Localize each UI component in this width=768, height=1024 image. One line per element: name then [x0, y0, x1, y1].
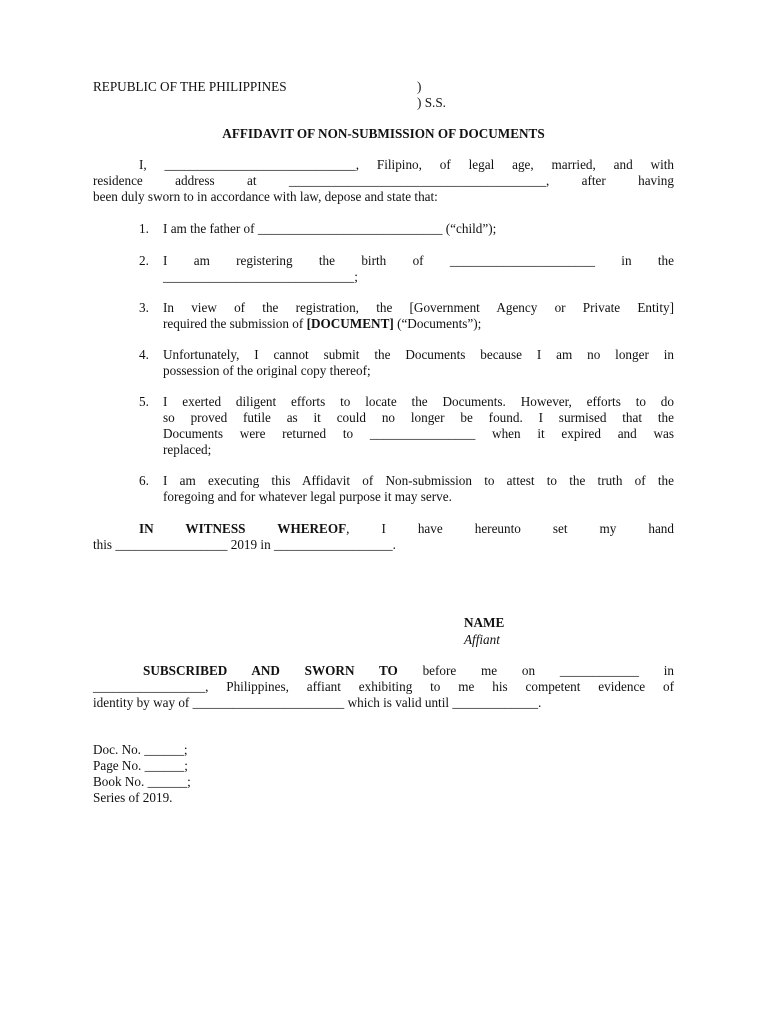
- doc-number: Doc. No. ______;: [93, 742, 188, 757]
- witness-line-2: this _________________ 2019 in __________________.: [93, 537, 396, 552]
- item-number: 2.: [139, 253, 149, 268]
- item-number: 6.: [139, 473, 149, 488]
- jurat-text: before me on ____________ in: [397, 663, 675, 678]
- item-number: 4.: [139, 347, 149, 362]
- list-item: [163, 473, 674, 505]
- jurat-line-3: identity by way of _______________________ which is valid until _____________.: [93, 695, 542, 710]
- document-placeholder: [DOCUMENT]: [306, 316, 394, 331]
- jurat-heading: SUBSCRIBED AND SWORN TO: [143, 663, 398, 678]
- affiant-name: NAME: [464, 615, 505, 630]
- item-line: In view of the registration, the [Government Agency or Private Entity]: [163, 300, 674, 315]
- item-number: 3.: [139, 300, 149, 315]
- item-line: I exerted diligent efforts to locate the Documents. However, efforts to do: [163, 394, 674, 409]
- list-item: [163, 394, 674, 458]
- item-line: Documents were returned to ________________ when it expired and was: [163, 426, 674, 441]
- item-line: _____________________________;: [163, 269, 358, 284]
- witness-text: , I have hereunto set my hand: [346, 521, 674, 536]
- page-number: Page No. ______;: [93, 758, 188, 773]
- item-line: I am executing this Affidavit of Non-submission to attest to the truth of the: [163, 473, 674, 488]
- jurat-line-2: _________________, Philippines, affiant exhibiting to me his competent evidence of: [93, 679, 674, 694]
- jurat-line-1: [143, 663, 674, 679]
- item-line: I am registering the birth of ______________________ in the: [163, 253, 674, 268]
- witness-heading: IN WITNESS WHEREOF: [139, 521, 347, 536]
- item-number: 5.: [139, 394, 149, 409]
- item-line: foregoing and for whatever legal purpose it may serve.: [163, 489, 452, 504]
- venue-ss: ) S.S.: [417, 95, 446, 110]
- item-text: (“Documents”);: [393, 316, 482, 331]
- intro-line-1: I, _____________________________, Filipino, of legal age, married, and with: [139, 157, 674, 172]
- venue-paren: ): [417, 79, 422, 94]
- item-line: replaced;: [163, 442, 212, 457]
- document-title: AFFIDAVIT OF NON-SUBMISSION OF DOCUMENTS: [222, 126, 545, 141]
- item-line-with-bold: [163, 316, 674, 332]
- affiant-label: Affiant: [464, 632, 500, 647]
- list-item: [163, 347, 674, 379]
- list-item: [163, 221, 674, 237]
- item-line: possession of the original copy thereof;: [163, 363, 371, 378]
- item-line: so proved futile as it could no longer be found. I surmised that the: [163, 410, 674, 425]
- list-item: [163, 253, 674, 285]
- item-text: required the submission of: [163, 316, 307, 331]
- item-number: 1.: [139, 221, 149, 236]
- item-line: Unfortunately, I cannot submit the Documents because I am no longer in: [163, 347, 674, 362]
- list-item: [163, 300, 674, 332]
- series-year: Series of 2019.: [93, 790, 173, 805]
- witness-line-1: [139, 521, 674, 537]
- intro-line-3: been duly sworn to in accordance with law, depose and state that:: [93, 189, 438, 204]
- item-line: I am the father of ____________________________ (“child”);: [163, 221, 497, 236]
- book-number: Book No. ______;: [93, 774, 191, 789]
- republic-heading: REPUBLIC OF THE PHILIPPINES: [93, 79, 287, 94]
- intro-line-2: residence address at _______________________________________, after having: [93, 173, 674, 188]
